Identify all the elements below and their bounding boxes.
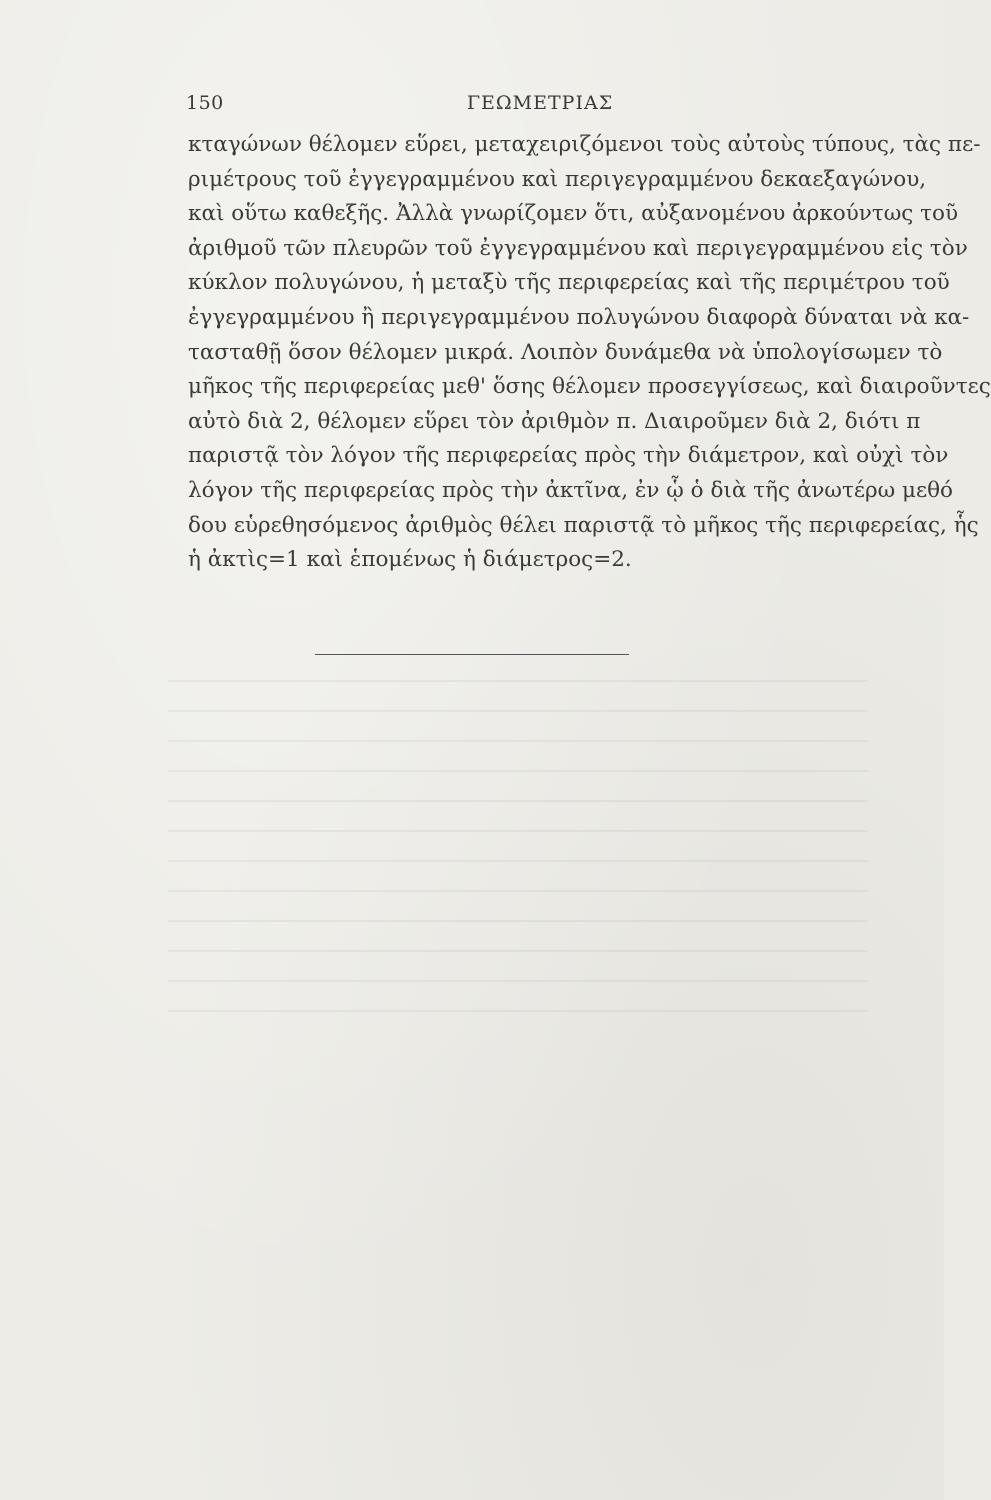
body-paragraph (188, 128, 991, 578)
text-line: δου εὑρεθησόμενος ἀριθμὸς θέλει παριστᾷ τὸ μῆκος τῆς περιφερείας, ἧς (188, 512, 979, 538)
text-line: μῆκος τῆς περιφερείας μεθ' ὅσης θέλομεν προσεγγίσεως, καὶ διαιροῦντες (188, 374, 991, 400)
section-divider-rule (315, 654, 629, 655)
page-number: 150 (186, 92, 224, 114)
show-through-texture (168, 680, 868, 1040)
text-line: κύκλον πολυγώνου, ἡ μεταξὺ τῆς περιφερείας καὶ τῆς περιμέτρου τοῦ (188, 270, 950, 296)
text-line: ἐγγεγραμμένου ἢ περιγεγραμμένου πολυγώνου διαφορὰ δύναται νὰ κα- (188, 304, 970, 330)
text-line: αὐτὸ διὰ 2, θέλομεν εὕρει τὸν ἀριθμὸν π. Διαιροῦμεν διὰ 2, διότι π (188, 408, 921, 434)
text-line: τασταθῇ ὅσον θέλομεν μικρά. Λοιπὸν δυνάμεθα νὰ ὑπολογίσωμεν τὸ (188, 339, 943, 365)
text-line: ριμέτρους τοῦ ἐγγεγραμμένου καὶ περιγεγραμμένου δεκαεξαγώνου, (188, 166, 927, 192)
text-line: ἀριθμοῦ τῶν πλευρῶν τοῦ ἐγγεγραμμένου καὶ περιγεγραμμένου εἰς τὸν (188, 235, 968, 261)
text-line: καὶ οὕτω καθεξῆς. Ἀλλὰ γνωρίζομεν ὅτι, αὐξανομένου ἀρκούντως τοῦ (188, 201, 959, 227)
text-line: ἡ ἀκτὶς=1 καὶ ἑπομένως ἡ διάμετρος=2. (188, 547, 632, 573)
running-header (186, 92, 894, 120)
running-title: ΓΕΩΜΕΤΡΙΑΣ (466, 92, 614, 114)
text-line: κταγώνων θέλομεν εὕρει, μεταχειριζόμενοι τοὺς αὐτοὺς τύπους, τὰς πε- (188, 132, 981, 157)
text-line: παριστᾷ τὸν λόγον τῆς περιφερείας πρὸς τὴν διάμετρον, καὶ οὐχὶ τὸν (188, 443, 949, 469)
text-line: λόγον τῆς περιφερείας πρὸς τὴν ἀκτῖνα, ἐν ᾧ ὁ διὰ τῆς ἀνωτέρω μεθό (188, 477, 953, 503)
